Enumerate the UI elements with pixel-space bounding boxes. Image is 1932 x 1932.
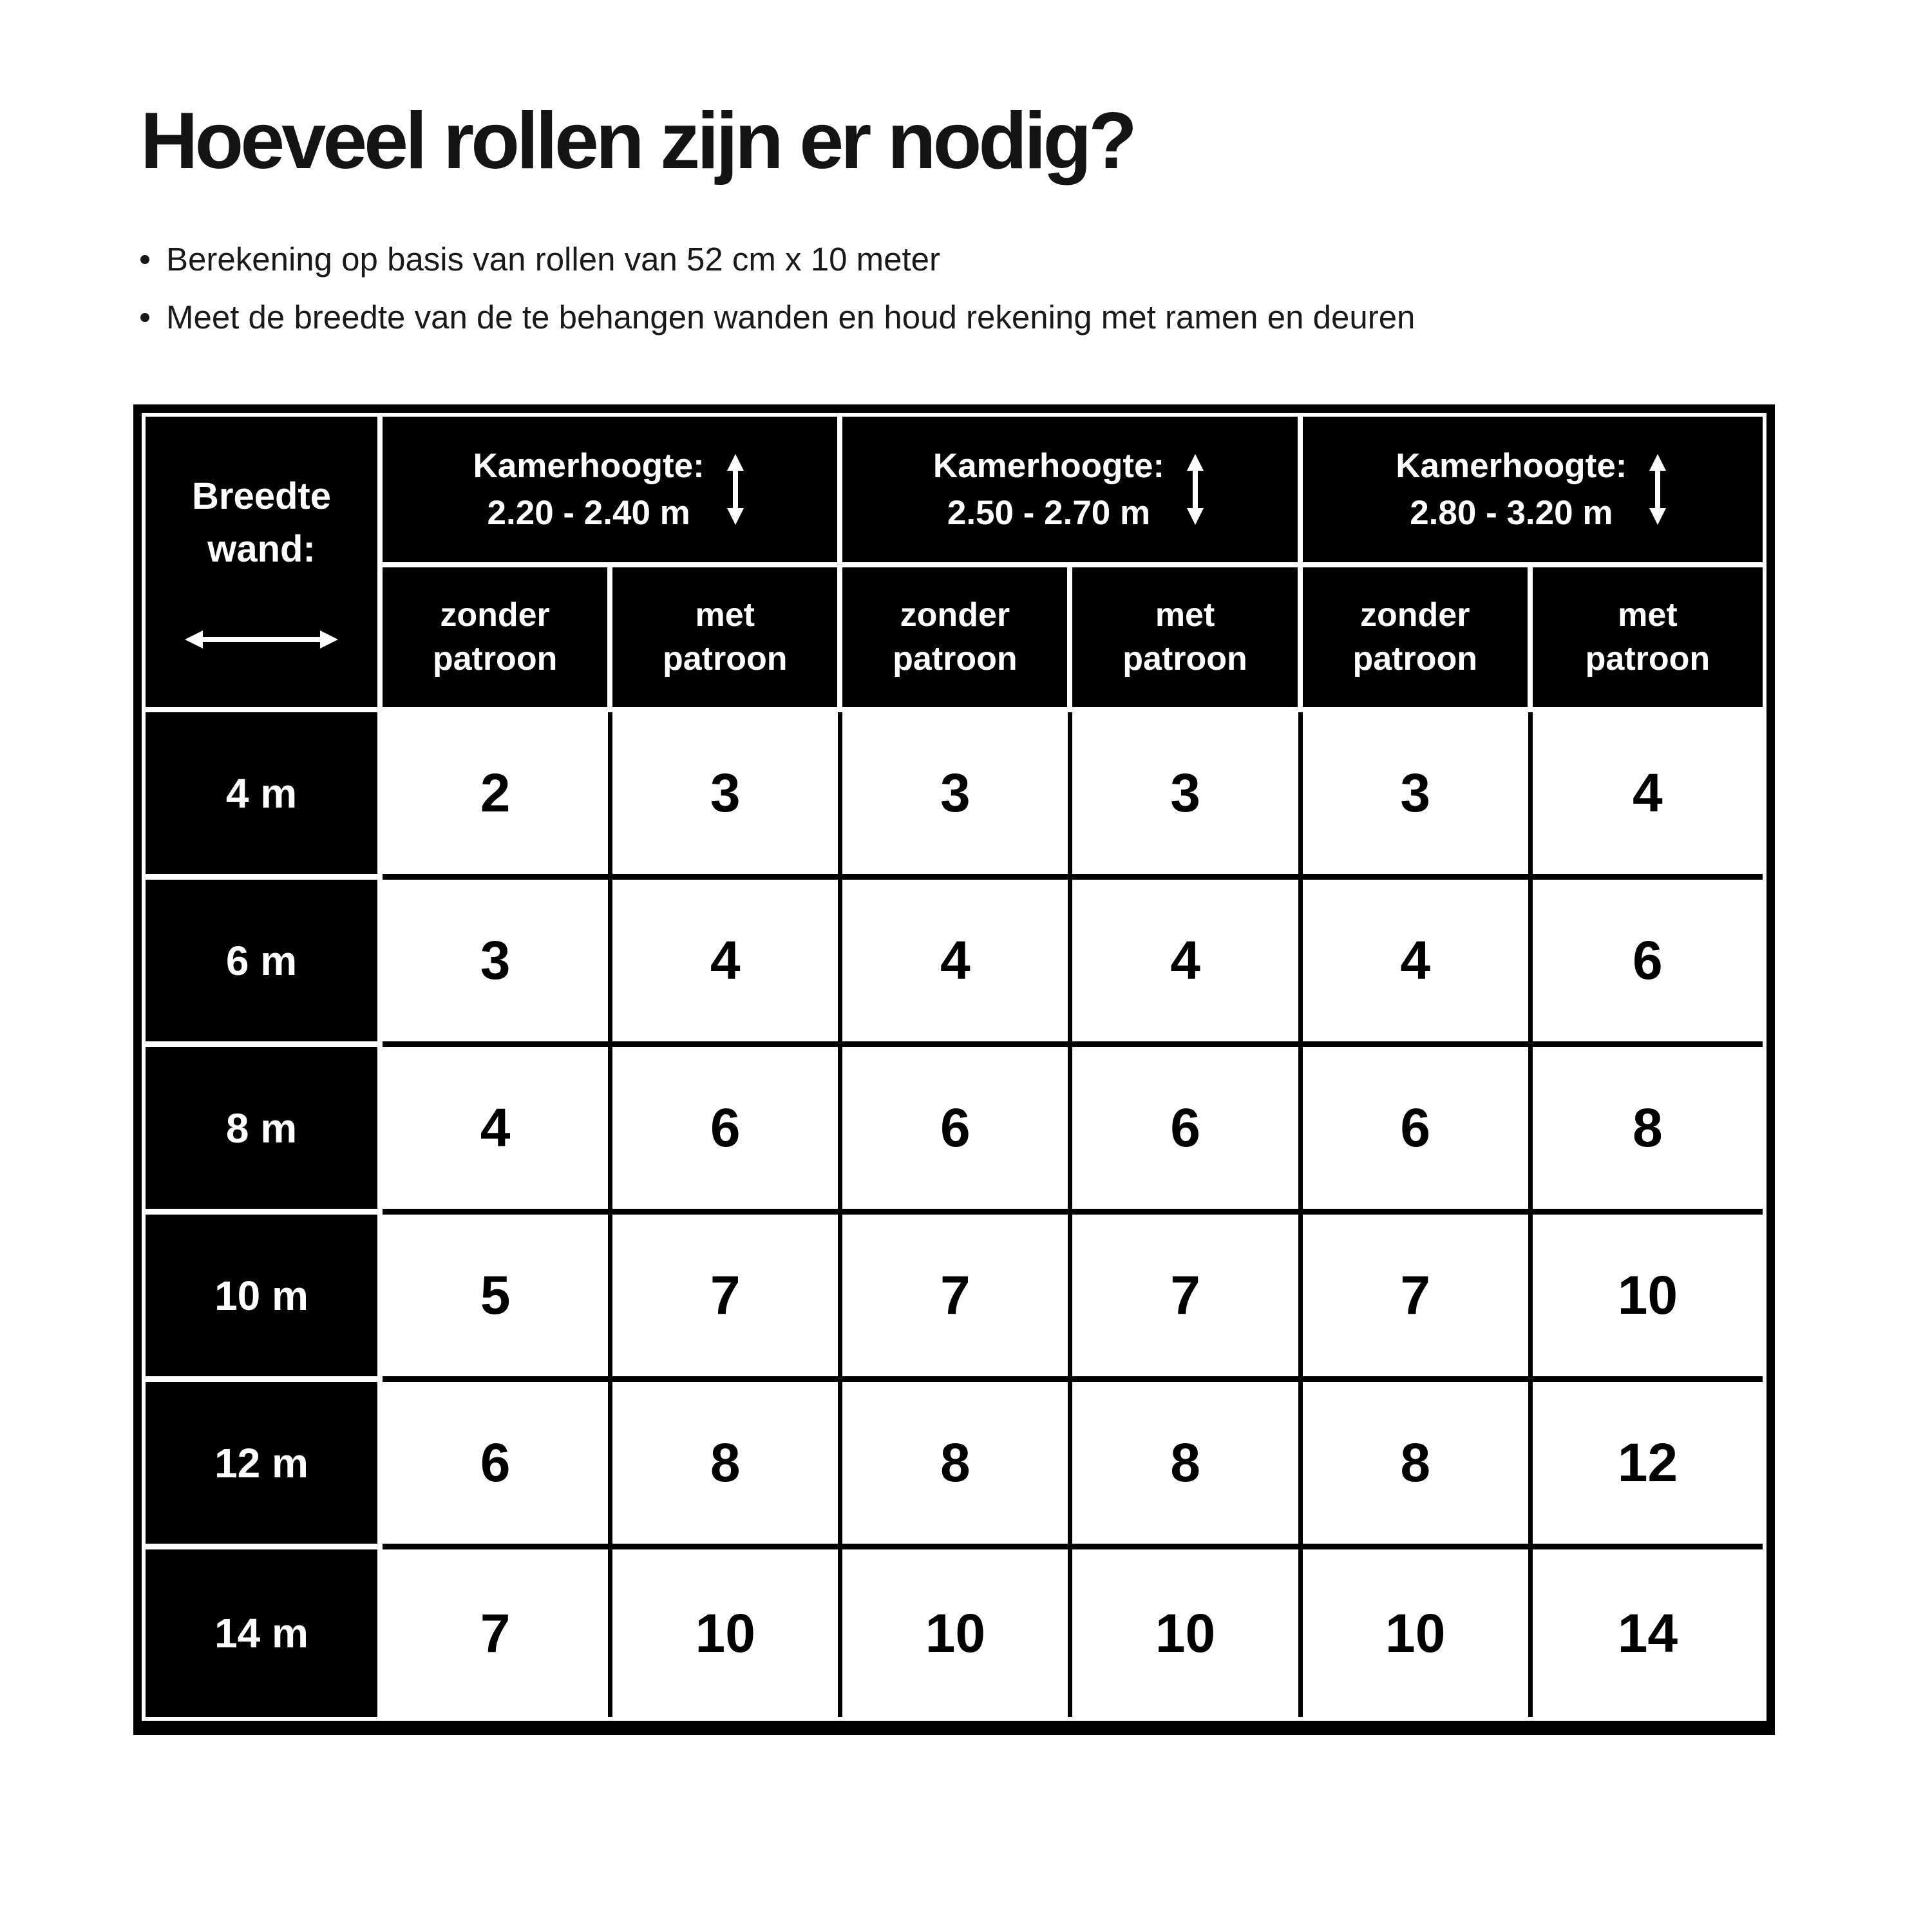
- group-range: 2.20 - 2.40 m: [487, 494, 690, 532]
- group-label: Kamerhoogte:: [473, 446, 705, 485]
- table-cell: 3: [1072, 712, 1302, 880]
- table-cell: 4: [842, 880, 1072, 1047]
- height-double-arrow-icon: [724, 451, 747, 527]
- subcol-header-zonder-patroon: zonder patroon: [842, 567, 1072, 712]
- table-cell: 3: [1303, 712, 1533, 880]
- table-grid: [146, 417, 1763, 1717]
- table-cell: 6: [1303, 1047, 1533, 1215]
- group-range: 2.80 - 3.20 m: [1410, 494, 1613, 532]
- group-range: 2.50 - 2.70 m: [947, 494, 1151, 532]
- bullet-item: [140, 240, 1415, 279]
- height-double-arrow-icon: [1184, 451, 1207, 527]
- table-cell: 2: [383, 712, 612, 880]
- table-cell: 4: [1303, 880, 1533, 1047]
- table-cell: 4: [383, 1047, 612, 1215]
- row-label-4m: 4 m: [146, 712, 383, 880]
- table-cell: 8: [1533, 1047, 1763, 1215]
- table-cell: 4: [1072, 880, 1302, 1047]
- group-label: Kamerhoogte:: [1396, 446, 1627, 485]
- table-cell: 3: [612, 712, 842, 880]
- subcol-header-met-patroon: met patroon: [612, 567, 842, 712]
- corner-line2: wand:: [207, 527, 316, 570]
- table-cell: 5: [383, 1215, 612, 1382]
- height-double-arrow-icon: [1646, 451, 1669, 527]
- group-header-kamerhoogte-3: [1303, 417, 1763, 567]
- table-cell: 6: [383, 1382, 612, 1549]
- table-cell: 7: [1072, 1215, 1302, 1382]
- group-header-kamerhoogte-1: [383, 417, 842, 567]
- row-label-8m: 8 m: [146, 1047, 383, 1215]
- table-cell: 10: [842, 1549, 1072, 1717]
- row-label-14m: 14 m: [146, 1549, 383, 1717]
- table-cell: 4: [1533, 712, 1763, 880]
- subcol-header-met-patroon: met patroon: [1072, 567, 1302, 712]
- bullet-text: Meet de breedte van de te behangen wanden en houd rekening met ramen en deuren: [166, 299, 1416, 336]
- bullet-text: Berekening op basis van rollen van 52 cm x 10 meter: [166, 241, 940, 278]
- row-label-12m: 12 m: [146, 1382, 383, 1549]
- corner-line1: Breedte: [192, 475, 331, 518]
- table-cell: 8: [1303, 1382, 1533, 1549]
- table-cell: 7: [383, 1549, 612, 1717]
- table-cell: 6: [1072, 1047, 1302, 1215]
- table-cell: 10: [1072, 1549, 1302, 1717]
- table-cell: 8: [612, 1382, 842, 1549]
- group-header-kamerhoogte-2: [842, 417, 1302, 567]
- subcol-header-zonder-patroon: zonder patroon: [383, 567, 612, 712]
- row-label-10m: 10 m: [146, 1215, 383, 1382]
- table-cell: 10: [612, 1549, 842, 1717]
- bullet-dot-icon: [140, 313, 149, 322]
- bullet-list: [140, 240, 1415, 355]
- table-cell: 3: [842, 712, 1072, 880]
- table-cell: 6: [842, 1047, 1072, 1215]
- corner-header-wall-width: [146, 417, 383, 712]
- bullet-item: [140, 298, 1415, 337]
- subcol-header-zonder-patroon: zonder patroon: [1303, 567, 1533, 712]
- table-cell: 10: [1533, 1215, 1763, 1382]
- bullet-dot-icon: [140, 255, 149, 264]
- table-cell: 14: [1533, 1549, 1763, 1717]
- width-double-arrow-icon: [181, 625, 342, 654]
- table-cell: 12: [1533, 1382, 1763, 1549]
- table-cell: 7: [612, 1215, 842, 1382]
- row-label-6m: 6 m: [146, 880, 383, 1047]
- table-cell: 8: [842, 1382, 1072, 1549]
- group-label: Kamerhoogte:: [933, 446, 1165, 485]
- table-cell: 6: [612, 1047, 842, 1215]
- table-cell: 10: [1303, 1549, 1533, 1717]
- table-cell: 6: [1533, 880, 1763, 1047]
- subcol-header-met-patroon: met patroon: [1533, 567, 1763, 712]
- rolls-needed-table: [133, 404, 1775, 1735]
- page-title: Hoeveel rollen zijn er nodig?: [140, 97, 1135, 185]
- table-cell: 8: [1072, 1382, 1302, 1549]
- table-cell: 3: [383, 880, 612, 1047]
- table-cell: 7: [842, 1215, 1072, 1382]
- table-cell: 4: [612, 880, 842, 1047]
- table-cell: 7: [1303, 1215, 1533, 1382]
